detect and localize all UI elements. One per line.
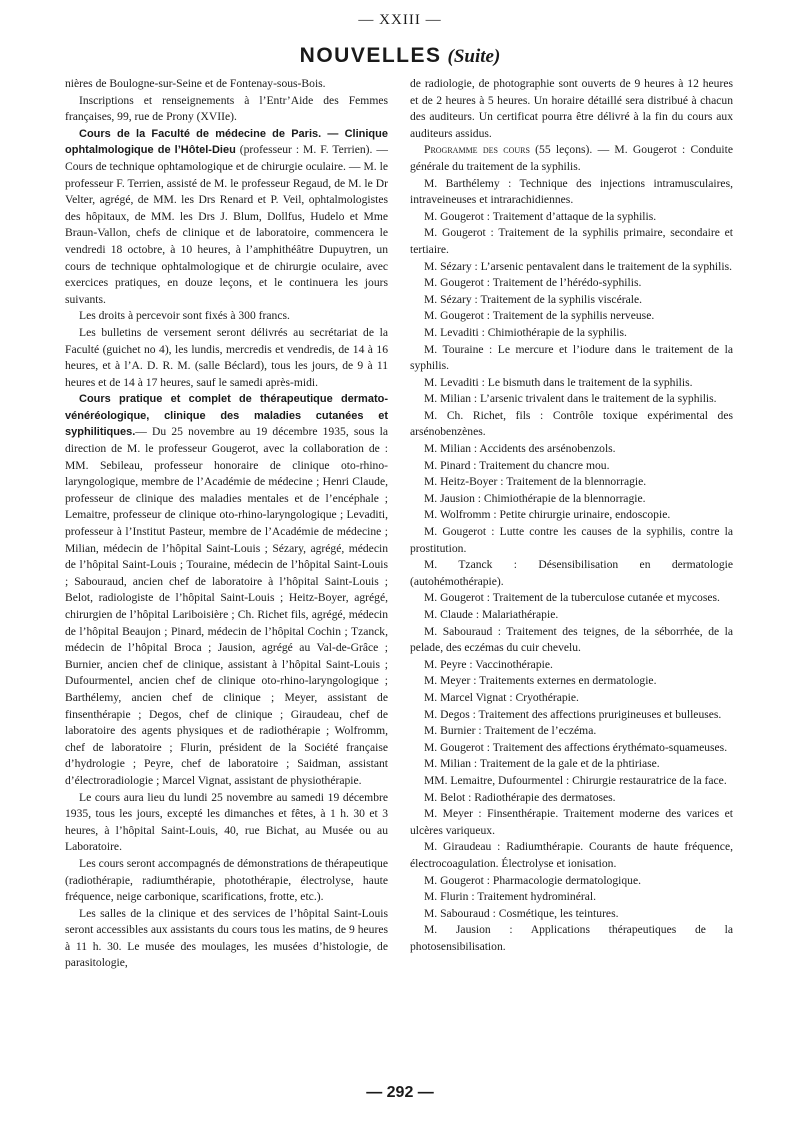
paragraph: nières de Boulogne-sur-Seine et de Fontenay-sous-Bois.	[65, 77, 326, 90]
programme-item: M. Marcel Vignat : Cryothérapie.	[424, 690, 579, 704]
programme-item: M. Degos : Traitement des affections prurigineuses et bulleuses.	[424, 707, 722, 721]
paragraph: Les droits à percevoir sont fixés à 300 francs.	[79, 309, 290, 323]
programme-item: M. Gougerot : Pharmacologie dermatologique.	[424, 873, 642, 887]
paragraph: de radiologie, de photographie sont ouverts de 9 heures à 12 heures et de 2 heures à 5 heures. Un horaire détaillé sera distribué à chacun des auditeurs. Un certificat pourra être délivré à la fin du cours aux auditeurs assidus.	[410, 77, 733, 140]
paragraph: Les bulletins de versement seront délivrés au secrétariat de la Faculté (guichet no 4), les lundis, mercredis et vendredis, de 14 à 16 heures, et à l’A. D. R. M. (salle Béclard), tous les jours, de 9 à 11 heures et de 14 à 17 heures, sauf le samedi après-midi.	[65, 325, 388, 389]
programme-item: M. Barthélemy : Technique des injections intramusculaires, intraveineuses et intrarachidiennes.	[410, 176, 733, 207]
section-title	[0, 44, 800, 68]
programme-item: M. Gougerot : Traitement des affections érythémato-squameuses.	[424, 740, 728, 754]
paragraph-heading: Cours de la Faculté de médecine de Paris. — Clinique ophtalmologique de l’Hôtel-Dieu	[65, 127, 388, 157]
paragraph: Inscriptions et renseignements à l’Entr’Aide des Femmes françaises, 99, rue de Prony (XVIIe).	[65, 93, 388, 124]
programme-item: M. Wolfromm : Petite chirurgie urinaire, endoscopie.	[424, 508, 671, 522]
programme-item: M. Jausion : Chimiothérapie de la blennorragie.	[424, 491, 646, 505]
programme-paragraph	[410, 142, 733, 175]
programme-item: M. Touraine : Le mercure et l’iodure dans le traitement de la syphilis.	[410, 342, 733, 373]
programme-item: M. Milian : L’arsenic trivalent dans le traitement de la syphilis.	[424, 392, 717, 406]
programme-item: M. Burnier : Traitement de l’eczéma.	[424, 724, 597, 738]
paragraph: Le cours aura lieu du lundi 25 novembre au samedi 19 décembre 1935, tous les jours, excepté les dimanches et fêtes, à 1 h. 30 et 3 heures, à l’hôpital Saint-Louis, 40, rue Bichat, au Musée ou au Laboratoire.	[65, 790, 388, 854]
programme-item: M. Sézary : L’arsenic pentavalent dans le traitement de la syphilis.	[424, 259, 732, 273]
programme-item: M. Ch. Richet, fils : Contrôle toxique expérimental des arsénobenzènes.	[410, 408, 733, 439]
paragraph: Les cours seront accompagnés de démonstrations de thérapeutique (radiothérapie, radiumthérapie, photothérapie, électrolyse, haute fréquence, neige carbonique, scarifications, frotte, etc.).	[65, 856, 388, 904]
paragraph-heading: Cours pratique et complet de thérapeutique dermato-vénéréologique, clinique des maladies cutanées et syphilitiques.	[65, 393, 388, 439]
programme-item: M. Pinard : Traitement du chancre mou.	[424, 458, 610, 472]
paragraph-body: (professeur : M. F. Terrien). — Cours de technique ophtamologique et de chirurgie oculaire. — M. le professeur F. Terrien, assisté de M. le professeur Regaud, de M. le Dr Velter, agrégé, de MM. les Drs Renard et P. Veil, ophtalmologistes des hôpitaux, de MM. les Drs J. Blum, Dollfus, Hudelo et Mme Braun-Vallon, chefs de clinique et de laboratoire, commencera le vendredi 18 octobre, à 10 heures, à l’amphithéâtre Dupuytren, un cours de technique ophtalmologique et de chirurgie oculaire, avec exercices pratiques, en douze leçons, et le continuera les jours suivants.	[65, 143, 388, 306]
programme-item: M. Sabouraud : Traitement des teignes, de la séborrhée, de la pelade, des eczémas du cuir chevelu.	[410, 624, 733, 655]
programme-item: M. Heitz-Boyer : Traitement de la blennorragie.	[424, 475, 647, 489]
programme-item: M. Gougerot : Traitement de la syphilis nerveuse.	[424, 309, 655, 323]
left-column	[65, 76, 388, 972]
programme-item: M. Jausion : Applications thérapeutiques de la photosensibilisation.	[410, 923, 733, 953]
programme-body: (55 leçons). — M. Gougerot : Conduite générale du traitement de la syphilis.	[410, 143, 733, 173]
programme-item: M. Giraudeau : Radiumthérapie. Courants de haute fréquence, électrocoagulation. Électrolyse et ionisation.	[410, 840, 733, 870]
programme-item: M. Gougerot : Lutte contre les causes de la syphilis, contre la prostitution.	[410, 525, 733, 555]
roman-page-header: — XXIII —	[358, 12, 442, 28]
programme-item: M. Gougerot : Traitement de l’hérédo-syphilis.	[424, 276, 642, 290]
programme-item: M. Tzanck : Désensibilisation en dermatologie (autohémothérapie).	[410, 558, 733, 588]
page-number: — 292 —	[366, 1084, 434, 1101]
programme-item: M. Gougerot : Traitement de la syphilis primaire, secondaire et tertiaire.	[410, 226, 733, 256]
programme-item: M. Claude : Malariathérapie.	[424, 608, 559, 621]
programme-item: M. Levaditi : Chimiothérapie de la syphilis.	[424, 325, 627, 339]
programme-item: M. Milian : Accidents des arsénobenzols.	[424, 442, 616, 456]
programme-item: M. Belot : Radiothérapie des dermatoses.	[424, 790, 616, 804]
section-title-text: NOUVELLES	[299, 44, 442, 67]
programme-item: M. Meyer : Finsenthérapie. Traitement moderne des varices et ulcères variqueux.	[410, 807, 733, 837]
programme-item: M. Peyre : Vaccinothérapie.	[424, 657, 553, 671]
programme-item: M. Meyer : Traitements externes en dermatologie.	[424, 674, 657, 688]
programme-item: M. Flurin : Traitement hydrominéral.	[424, 890, 596, 904]
programme-item: M. Gougerot : Traitement d’attaque de la syphilis.	[424, 209, 657, 223]
programme-item: M. Sézary : Traitement de la syphilis viscérale.	[424, 292, 642, 306]
programme-item: M. Levaditi : Le bismuth dans le traitement de la syphilis.	[424, 375, 693, 389]
programme-heading: Programme des cours	[424, 143, 530, 157]
paragraph: Les salles de la clinique et des services de l’hôpital Saint-Louis seront accessibles aux assistants du cours tous les matins, de 9 heures à 11 h. 30. Le musée des moulages, les musées d’histologie, de parasitologie,	[65, 906, 388, 970]
programme-list	[410, 176, 733, 956]
section-title-suite: (Suite)	[447, 46, 501, 67]
paragraph-body: — Du 25 novembre au 19 décembre 1935, sous la direction de M. le professeur Gougerot, avec la collaboration de : MM. Sebileau, professeur honoraire de clinique oto-rhino-laryngologique, membre de l’Académie de médecine ; Henri Claude, professeur de clinique des maladies mentales et de l’encéphale ; Lemaitre, professeur de clinique oto-rhino-laryngologique ; Levaditi, professeur à l’Institut Pasteur, membre de l’Académie de médecine ; Milian, médecin de l’hôpital Saint-Louis ; Sézary, agrégé, médecin de l’hôpital Saint-Louis ; Touraine, médecin de l’hôpital Saint-Louis ; Sabouraud, ancien chef de laboratoire à l’hôpital Saint-Louis ; Belot, radiologiste de l’hôpital Saint-Louis ; Heitz-Boyer, agrégé, chirurgien de l’hôpital Lariboisière ; Ch. Richet fils, agrégé, médecin de l’hôpital Beaujon ; Pinard, médecin de l’hôpital Cochin ; Tzanck, médecin de l’hôpital Broca ; Jausion, agrégé au Val-de-Grâce ; Burnier, ancien chef de clinique, assistant à l’hôpital Saint-Louis ; Dufourmentel, ancien chef de clinique oto-rhino-laryngologique ; Barthélemy, ancien chef de clinique ; Meyer, assistant de finsenthérapie ; Degos, chef de clinique ; Giraudeau, chef de laboratoire des agents physiques et de radiothérapie ; Wolfromm, chef de laboratoire ; Flurin, président de la Société française d’hydrologie ; Peyre, chef de laboratoire ; Saidman, assistant d’électroradiologie ; Marcel Vignat, assistant de physiothérapie.	[65, 425, 388, 787]
programme-item: M. Sabouraud : Cosmétique, les teintures.	[424, 906, 619, 920]
right-column	[410, 76, 733, 955]
paragraph	[65, 391, 388, 789]
paragraph	[65, 126, 388, 309]
programme-item: MM. Lemaitre, Dufourmentel : Chirurgie restauratrice de la face.	[424, 773, 727, 787]
programme-item: M. Milian : Traitement de la gale et de la phtiriase.	[424, 757, 660, 771]
programme-item: M. Gougerot : Traitement de la tuberculose cutanée et mycoses.	[424, 591, 720, 605]
